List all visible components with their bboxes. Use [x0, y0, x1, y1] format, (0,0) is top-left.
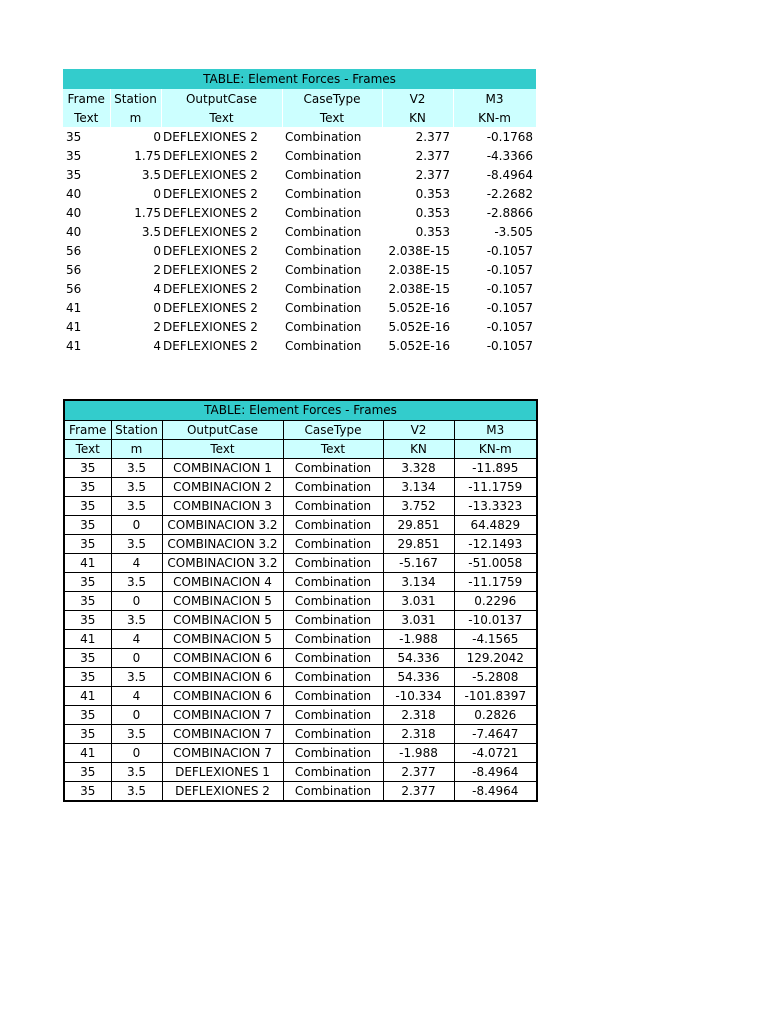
cell-m3: -0.1057 [453, 298, 536, 317]
table-title-row [63, 69, 536, 89]
cell-v2: 3.328 [383, 458, 454, 477]
cell-v2: 3.134 [383, 477, 454, 496]
cell-m3: -2.8866 [453, 203, 536, 222]
table-row [63, 127, 536, 146]
unit-v2: KN [383, 439, 454, 458]
table-row [63, 317, 536, 336]
cell-v2: 2.038E-15 [382, 260, 453, 279]
cell-casetype: Combination [283, 553, 383, 572]
table-row [63, 241, 536, 260]
cell-m3: -51.0058 [454, 553, 537, 572]
cell-station: 3.5 [111, 477, 162, 496]
cell-casetype: Combination [282, 146, 382, 165]
cell-casetype: Combination [282, 317, 382, 336]
cell-outputcase: DEFLEXIONES 2 [161, 127, 282, 146]
table-row [63, 165, 536, 184]
cell-v2: 2.038E-15 [382, 241, 453, 260]
unit-outputcase: Text [162, 439, 283, 458]
cell-frame: 35 [64, 667, 111, 686]
cell-frame: 56 [63, 260, 110, 279]
cell-m3: -0.1057 [453, 279, 536, 298]
table-row [64, 629, 537, 648]
cell-casetype: Combination [282, 203, 382, 222]
column-header-m3: M3 [453, 89, 536, 108]
cell-m3: -4.0721 [454, 743, 537, 762]
cell-frame: 35 [64, 724, 111, 743]
cell-m3: 0.2296 [454, 591, 537, 610]
cell-frame: 35 [64, 572, 111, 591]
cell-m3: -11.1759 [454, 477, 537, 496]
cell-casetype: Combination [283, 477, 383, 496]
cell-outputcase: COMBINACION 4 [162, 572, 283, 591]
cell-m3: -4.3366 [453, 146, 536, 165]
cell-station: 0 [111, 515, 162, 534]
cell-m3: -101.8397 [454, 686, 537, 705]
cell-outputcase: DEFLEXIONES 2 [161, 146, 282, 165]
header-row [63, 89, 536, 108]
cell-station: 2 [110, 317, 161, 336]
cell-frame: 35 [63, 127, 110, 146]
cell-frame: 41 [64, 553, 111, 572]
cell-v2: 5.052E-16 [382, 298, 453, 317]
table-row [64, 534, 537, 553]
cell-station: 4 [111, 629, 162, 648]
table-row [63, 184, 536, 203]
table-row [64, 686, 537, 705]
column-header-casetype: CaseType [283, 420, 383, 439]
cell-outputcase: COMBINACION 7 [162, 705, 283, 724]
table-title-row [64, 400, 537, 420]
cell-casetype: Combination [283, 762, 383, 781]
cell-v2: 0.353 [382, 222, 453, 241]
cell-station: 0 [110, 184, 161, 203]
cell-casetype: Combination [282, 298, 382, 317]
unit-m3: KN-m [453, 108, 536, 127]
table-row [63, 260, 536, 279]
cell-outputcase: DEFLEXIONES 2 [161, 241, 282, 260]
cell-v2: 2.318 [383, 705, 454, 724]
cell-casetype: Combination [282, 336, 382, 355]
cell-frame: 41 [63, 298, 110, 317]
cell-v2: 2.377 [383, 762, 454, 781]
cell-station: 0 [110, 241, 161, 260]
cell-frame: 35 [64, 534, 111, 553]
cell-outputcase: COMBINACION 3.2 [162, 553, 283, 572]
cell-station: 4 [111, 686, 162, 705]
cell-v2: 2.318 [383, 724, 454, 743]
cell-outputcase: COMBINACION 6 [162, 648, 283, 667]
cell-station: 4 [110, 279, 161, 298]
cell-casetype: Combination [283, 610, 383, 629]
cell-casetype: Combination [282, 260, 382, 279]
cell-m3: -8.4964 [454, 781, 537, 801]
cell-m3: 0.2826 [454, 705, 537, 724]
unit-m3: KN-m [454, 439, 537, 458]
cell-outputcase: COMBINACION 3.2 [162, 534, 283, 553]
unit-frame: Text [64, 439, 111, 458]
table-row [64, 724, 537, 743]
table-row [64, 496, 537, 515]
cell-casetype: Combination [282, 184, 382, 203]
cell-casetype: Combination [283, 705, 383, 724]
cell-station: 0 [111, 591, 162, 610]
cell-frame: 35 [64, 610, 111, 629]
cell-v2: -5.167 [383, 553, 454, 572]
cell-outputcase: DEFLEXIONES 2 [161, 298, 282, 317]
cell-frame: 35 [64, 648, 111, 667]
table-row [64, 610, 537, 629]
column-header-frame: Frame [64, 420, 111, 439]
cell-station: 3.5 [111, 781, 162, 801]
column-header-station: Station [111, 420, 162, 439]
column-header-m3: M3 [454, 420, 537, 439]
table-row [64, 743, 537, 762]
cell-outputcase: DEFLEXIONES 2 [161, 260, 282, 279]
cell-v2: 0.353 [382, 184, 453, 203]
cell-frame: 35 [63, 146, 110, 165]
table-row [63, 222, 536, 241]
cell-outputcase: COMBINACION 2 [162, 477, 283, 496]
cell-casetype: Combination [283, 743, 383, 762]
cell-m3: 64.4829 [454, 515, 537, 534]
cell-m3: -0.1057 [453, 317, 536, 336]
cell-frame: 35 [64, 496, 111, 515]
cell-outputcase: DEFLEXIONES 2 [161, 222, 282, 241]
cell-outputcase: DEFLEXIONES 2 [161, 336, 282, 355]
cell-v2: 2.377 [382, 165, 453, 184]
cell-station: 3.5 [111, 534, 162, 553]
cell-station: 3.5 [111, 610, 162, 629]
cell-outputcase: DEFLEXIONES 2 [161, 279, 282, 298]
cell-m3: -5.2808 [454, 667, 537, 686]
cell-casetype: Combination [283, 496, 383, 515]
cell-frame: 41 [64, 629, 111, 648]
units-row [64, 439, 537, 458]
table-row [64, 667, 537, 686]
cell-station: 3.5 [110, 165, 161, 184]
cell-station: 3.5 [111, 572, 162, 591]
cell-casetype: Combination [283, 591, 383, 610]
cell-outputcase: COMBINACION 5 [162, 610, 283, 629]
cell-casetype: Combination [282, 241, 382, 260]
cell-frame: 35 [64, 515, 111, 534]
cell-v2: 29.851 [383, 515, 454, 534]
cell-m3: -0.1057 [453, 260, 536, 279]
cell-outputcase: DEFLEXIONES 2 [161, 203, 282, 222]
cell-v2: 54.336 [383, 667, 454, 686]
column-header-v2: V2 [382, 89, 453, 108]
cell-frame: 40 [63, 184, 110, 203]
element-forces-table-1 [63, 69, 537, 355]
cell-outputcase: COMBINACION 3 [162, 496, 283, 515]
cell-station: 4 [111, 553, 162, 572]
cell-casetype: Combination [282, 279, 382, 298]
cell-frame: 56 [63, 241, 110, 260]
cell-frame: 40 [63, 203, 110, 222]
cell-station: 1.75 [110, 146, 161, 165]
cell-frame: 41 [64, 686, 111, 705]
cell-outputcase: COMBINACION 7 [162, 743, 283, 762]
cell-m3: -8.4964 [453, 165, 536, 184]
cell-frame: 35 [63, 165, 110, 184]
unit-outputcase: Text [161, 108, 282, 127]
cell-casetype: Combination [283, 781, 383, 801]
cell-frame: 56 [63, 279, 110, 298]
cell-m3: -0.1057 [453, 336, 536, 355]
cell-station: 3.5 [111, 496, 162, 515]
unit-casetype: Text [283, 439, 383, 458]
table-title: TABLE: Element Forces - Frames [63, 69, 536, 89]
cell-outputcase: DEFLEXIONES 2 [161, 317, 282, 336]
cell-outputcase: DEFLEXIONES 1 [162, 762, 283, 781]
cell-casetype: Combination [282, 165, 382, 184]
cell-frame: 35 [64, 477, 111, 496]
cell-v2: 3.752 [383, 496, 454, 515]
table-row [64, 781, 537, 801]
cell-v2: 3.031 [383, 610, 454, 629]
cell-v2: 2.377 [382, 127, 453, 146]
unit-v2: KN [382, 108, 453, 127]
cell-m3: -0.1057 [453, 241, 536, 260]
cell-frame: 40 [63, 222, 110, 241]
cell-outputcase: COMBINACION 5 [162, 591, 283, 610]
element-forces-table-2 [63, 399, 538, 802]
cell-v2: 2.377 [382, 146, 453, 165]
table-row [63, 336, 536, 355]
column-header-station: Station [110, 89, 161, 108]
cell-station: 3.5 [110, 222, 161, 241]
cell-outputcase: COMBINACION 6 [162, 667, 283, 686]
cell-frame: 35 [64, 762, 111, 781]
cell-v2: 2.377 [383, 781, 454, 801]
table-row [63, 298, 536, 317]
cell-station: 3.5 [111, 667, 162, 686]
unit-casetype: Text [282, 108, 382, 127]
cell-m3: 129.2042 [454, 648, 537, 667]
cell-station: 0 [110, 298, 161, 317]
cell-casetype: Combination [283, 534, 383, 553]
cell-outputcase: COMBINACION 5 [162, 629, 283, 648]
table-row [64, 648, 537, 667]
cell-casetype: Combination [283, 458, 383, 477]
header-row [64, 420, 537, 439]
cell-casetype: Combination [283, 515, 383, 534]
cell-m3: -10.0137 [454, 610, 537, 629]
cell-frame: 35 [64, 705, 111, 724]
table-row [63, 203, 536, 222]
cell-outputcase: DEFLEXIONES 2 [161, 165, 282, 184]
cell-casetype: Combination [282, 127, 382, 146]
cell-frame: 35 [64, 781, 111, 801]
cell-casetype: Combination [283, 724, 383, 743]
table-row [64, 458, 537, 477]
cell-v2: -10.334 [383, 686, 454, 705]
cell-station: 0 [110, 127, 161, 146]
cell-v2: 0.353 [382, 203, 453, 222]
cell-outputcase: DEFLEXIONES 2 [162, 781, 283, 801]
table-row [64, 572, 537, 591]
cell-casetype: Combination [283, 667, 383, 686]
unit-station: m [110, 108, 161, 127]
cell-outputcase: COMBINACION 6 [162, 686, 283, 705]
cell-v2: 2.038E-15 [382, 279, 453, 298]
cell-m3: -11.895 [454, 458, 537, 477]
cell-m3: -12.1493 [454, 534, 537, 553]
cell-station: 3.5 [111, 724, 162, 743]
column-header-outputcase: OutputCase [162, 420, 283, 439]
cell-station: 1.75 [110, 203, 161, 222]
cell-casetype: Combination [283, 572, 383, 591]
column-header-casetype: CaseType [282, 89, 382, 108]
cell-m3: -0.1768 [453, 127, 536, 146]
cell-outputcase: COMBINACION 1 [162, 458, 283, 477]
table-title: TABLE: Element Forces - Frames [64, 400, 537, 420]
cell-outputcase: COMBINACION 7 [162, 724, 283, 743]
unit-frame: Text [63, 108, 110, 127]
cell-v2: 3.134 [383, 572, 454, 591]
table-row [64, 515, 537, 534]
column-header-v2: V2 [383, 420, 454, 439]
column-header-outputcase: OutputCase [161, 89, 282, 108]
cell-frame: 41 [64, 743, 111, 762]
cell-v2: 5.052E-16 [382, 336, 453, 355]
cell-outputcase: COMBINACION 3.2 [162, 515, 283, 534]
cell-casetype: Combination [282, 222, 382, 241]
cell-m3: -8.4964 [454, 762, 537, 781]
units-row [63, 108, 536, 127]
cell-station: 2 [110, 260, 161, 279]
cell-station: 3.5 [111, 762, 162, 781]
cell-station: 3.5 [111, 458, 162, 477]
column-header-frame: Frame [63, 89, 110, 108]
cell-station: 0 [111, 705, 162, 724]
unit-station: m [111, 439, 162, 458]
cell-station: 0 [111, 648, 162, 667]
cell-v2: 3.031 [383, 591, 454, 610]
cell-m3: -4.1565 [454, 629, 537, 648]
cell-frame: 41 [63, 317, 110, 336]
cell-casetype: Combination [283, 686, 383, 705]
cell-station: 4 [110, 336, 161, 355]
cell-v2: -1.988 [383, 743, 454, 762]
cell-outputcase: DEFLEXIONES 2 [161, 184, 282, 203]
cell-frame: 35 [64, 458, 111, 477]
cell-v2: 29.851 [383, 534, 454, 553]
cell-v2: 54.336 [383, 648, 454, 667]
table-row [64, 591, 537, 610]
cell-frame: 41 [63, 336, 110, 355]
cell-casetype: Combination [283, 648, 383, 667]
cell-m3: -3.505 [453, 222, 536, 241]
table-row [64, 477, 537, 496]
table-row [64, 553, 537, 572]
cell-frame: 35 [64, 591, 111, 610]
table-row [63, 279, 536, 298]
cell-m3: -2.2682 [453, 184, 536, 203]
cell-m3: -13.3323 [454, 496, 537, 515]
cell-v2: -1.988 [383, 629, 454, 648]
cell-casetype: Combination [283, 629, 383, 648]
cell-v2: 5.052E-16 [382, 317, 453, 336]
table-row [64, 762, 537, 781]
table-row [64, 705, 537, 724]
table-row [63, 146, 536, 165]
cell-station: 0 [111, 743, 162, 762]
cell-m3: -7.4647 [454, 724, 537, 743]
cell-m3: -11.1759 [454, 572, 537, 591]
